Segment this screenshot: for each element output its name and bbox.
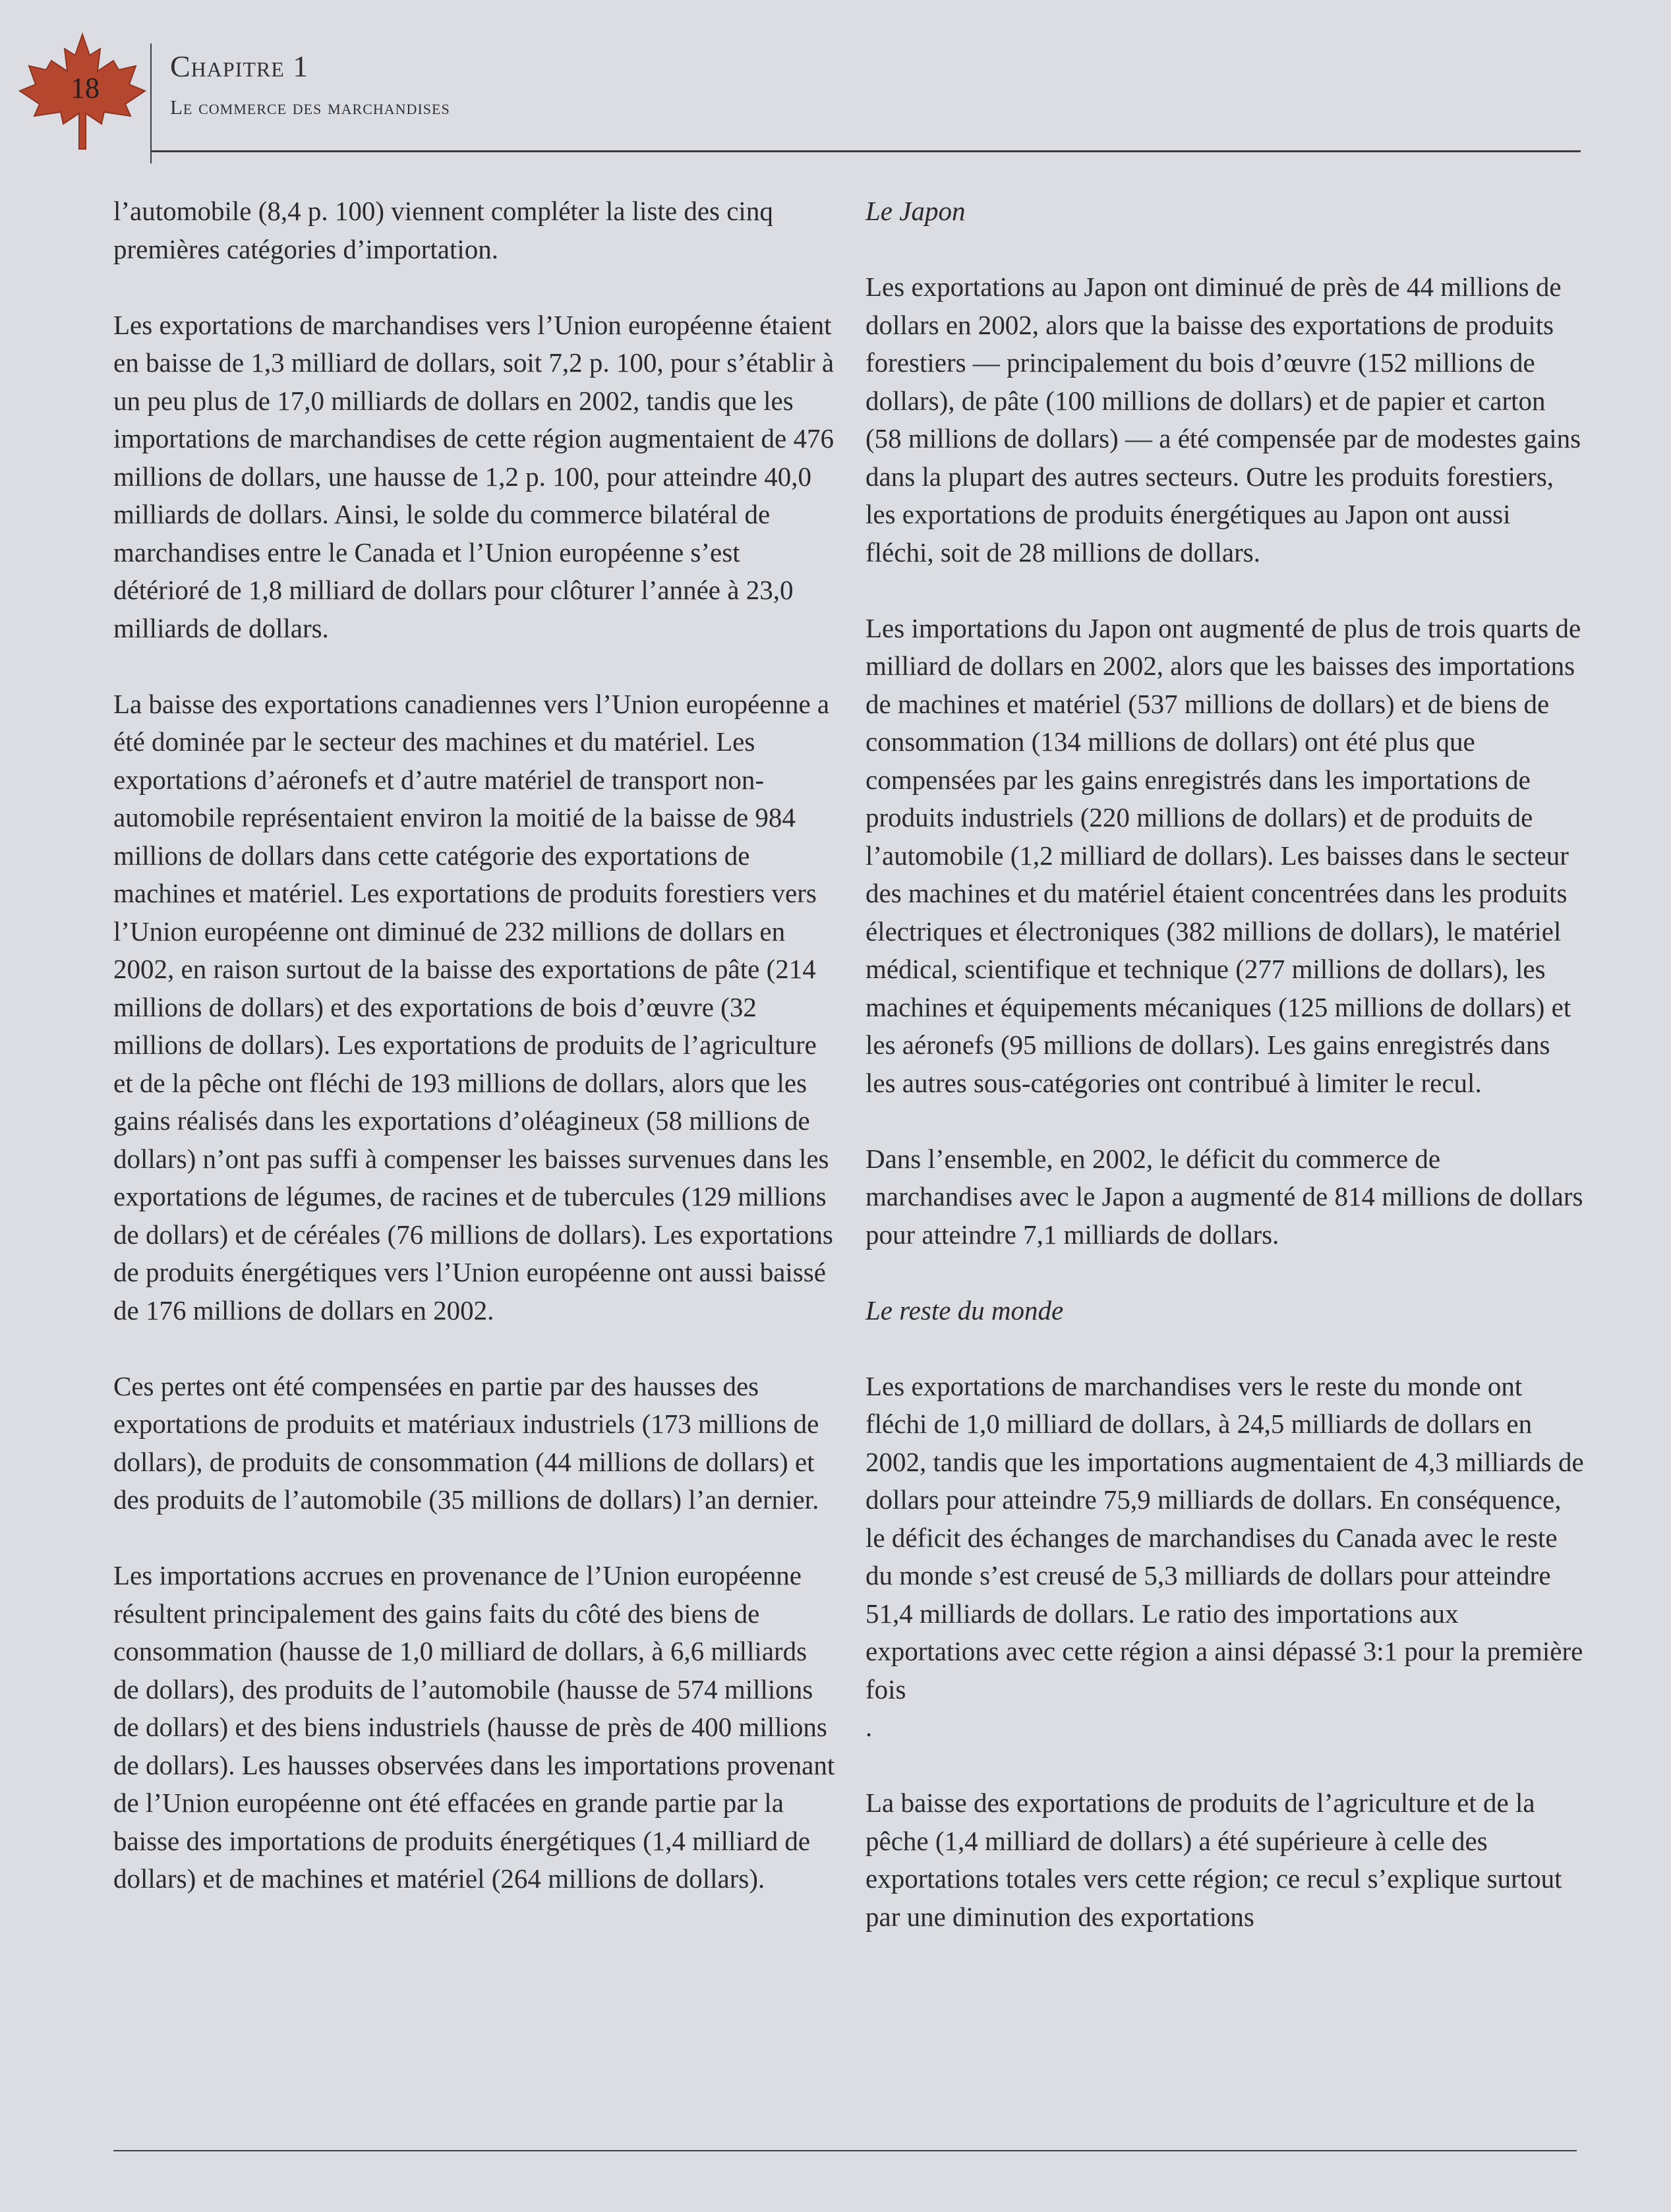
paragraph: Dans l’ensemble, en 2002, le déficit du commerce de marchandises avec le Japon a augmenté de 814 millions de dollars pour atteindre 7,1 milliards de dollars. xyxy=(865,1143,1583,1250)
paragraph: l’automobile (8,4 p. 100) viennent compléter la liste des cinq premières catégories d’importation. xyxy=(113,196,773,264)
paragraph: Les exportations de marchandises vers le reste du monde ont fléchi de 1,0 milliard de dollars, à 24,5 milliards de dollars en 2002, tandis que les importations augmentaient de 4,3 milliards de dollars pour atteindre 75,9 milliards de dollars. En conséquence, le déficit des échanges de marchandises du Canada avec le reste du monde s’est creusé de 5,3 milliards de dollars pour atteindre 51,4 milliards de dollars. Le ratio des importations aux exportations avec cette région a ainsi dépassé 3:1 pour la première fois xyxy=(865,1370,1584,1704)
paragraph: Les exportations de marchandises vers l’Union européenne étaient en baisse de 1,3 milliard de dollars, soit 7,2 p. 100, pour s’établir à un peu plus de 17,0 milliards de dollars en 2002, tandis que les importations de marchandises de cette région augmentaient de 476 millions de dollars, une hausse de 1,2 p. 100, pour atteindre 40,0 milliards de dollars. Ainsi, le solde du commerce bilatéral de marchandises entre le Canada et l’Union européenne s’est détérioré de 1,8 milliard de dollars pour clôturer l’année à 23,0 milliards de dollars. xyxy=(113,309,835,643)
paragraph: La baisse des exportations de produits de l’agriculture et de la pêche (1,4 milliard de dollars) a été supérieure à celle des exportations totales vers cette région; ce recul s’explique surtout par une diminution des exportations xyxy=(865,1788,1562,1932)
stray-period: . xyxy=(865,1712,873,1742)
page-number: 18 xyxy=(71,72,100,104)
section-heading-rest-of-world: Le reste du monde xyxy=(865,1295,1064,1325)
section-heading-japan: Le Japon xyxy=(865,196,966,226)
header-vertical-rule xyxy=(150,44,152,163)
footer-horizontal-rule xyxy=(113,2150,1577,2151)
paragraph: Ces pertes ont été compensées en partie par des hausses des exportations de produits et matériaux industriels (173 millions de dollars), de produits de consommation (44 millions de dollars) et des produits de l’automobile (35 millions de dollars) l’an dernier. xyxy=(113,1370,819,1515)
paragraph: La baisse des exportations canadiennes vers l’Union européenne a été dominée par le secteur des machines et du matériel. Les exportations d’aéronefs et d’autre matériel de transport non-automobile représentaient environ la moitié de la baisse de 984 millions de dollars dans cette catégorie des exportations de machines et matériel. Les exportations de produits forestiers vers l’Union européenne ont diminué de 232 millions de dollars en 2002, en raison surtout de la baisse des exportations de pâte (214 millions de dollars) et des exportations de bois d’œuvre (32 millions de dollars). Les exportations de produits de l’agriculture et de la pêche ont fléchi de 193 millions de dollars, alors que les gains réalisés dans les exportations d’oléagineux (58 millions de dollars) n’ont pas suffi à compenser les baisses survenues dans les exportations de légumes, de racines et de tubercules (129 millions de dollars) et de céréales (76 millions de dollars). Les exportations de produits énergétiques vers l’Union européenne ont aussi baissé de 176 millions de dollars en 2002. xyxy=(113,688,833,1325)
right-column xyxy=(865,192,1584,1974)
paragraph: Les importations accrues en provenance de l’Union européenne résultent principalement des gains faits du côté des biens de consommation (hausse de 1,0 milliard de dollars, à 6,6 milliards de dollars), des produits de l’automobile (hausse de 574 millions de dollars) et des biens industriels (hausse de près de 400 millions de dollars). Les hausses observées dans les importations provenant de l’Union européenne ont été effacées en grande partie par la baisse des importations de produits énergétiques (1,4 milliard de dollars) et de machines et matériel (264 millions de dollars). xyxy=(113,1560,835,1894)
header-horizontal-rule xyxy=(150,150,1581,152)
paragraph: Les importations du Japon ont augmenté de plus de trois quarts de milliard de dollars en 2002, alors que les baisses des importations de machines et matériel (537 millions de dollars) et de biens de consommation (134 millions de dollars) ont été plus que compensées par les gains enregistrés dans les importations de produits industriels (220 millions de dollars) et de produits de l’automobile (1,2 milliard de dollars). Les baisses dans le secteur des machines et du matériel étaient concentrées dans les produits électriques et électroniques (382 millions de dollars), le matériel médical, scientifique et technique (277 millions de dollars), les machines et équipements mécaniques (125 millions de dollars) et les aéronefs (95 millions de dollars). Les gains enregistrés dans les autres sous-catégories ont contribué à limiter le recul. xyxy=(865,612,1581,1098)
chapter-subtitle: Le commerce des marchandises xyxy=(170,96,450,119)
paragraph: Les exportations au Japon ont diminué de près de 44 millions de dollars en 2002, alors que la baisse des exportations de produits forestiers — principalement du bois d’œuvre (152 millions de dollars), de pâte (100 millions de dollars) et de papier et carton (58 millions de dollars) — a été compensée par de modestes gains dans la plupart des autres secteurs. Outre les produits forestiers, les exportations de produits énergétiques au Japon ont aussi fléchi, soit de 28 millions de dollars. xyxy=(865,272,1581,568)
chapter-title: Chapitre 1 xyxy=(170,49,309,83)
left-column xyxy=(113,192,835,1936)
